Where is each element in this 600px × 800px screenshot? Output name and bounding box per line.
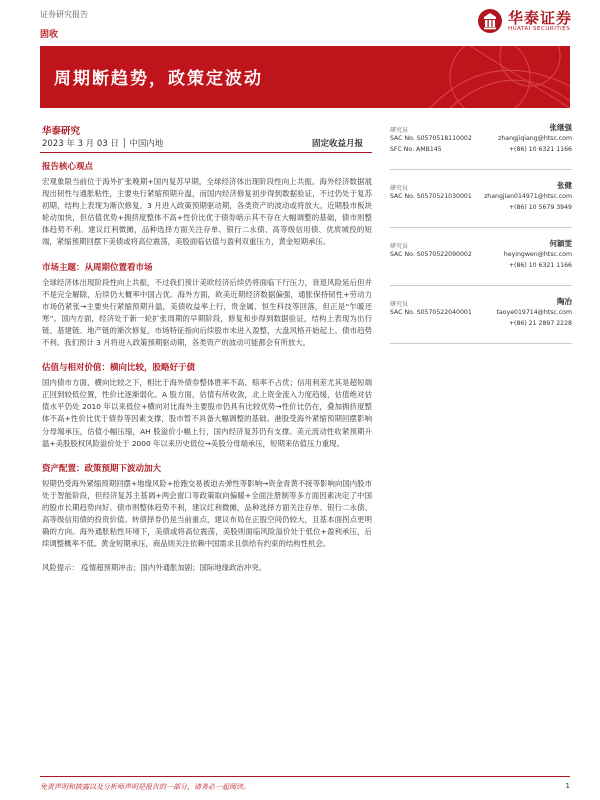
market-theme-section [42,261,372,350]
analyst-role: 研究员 [390,243,409,250]
analyst-card [390,118,572,176]
section-heading: 报告核心观点 [42,162,94,172]
analyst-phone: +(86) 21 2897 2228 [508,320,572,327]
analyst-sac-id: SAC No. S0570518110002 [390,135,472,142]
analyst-card [390,234,572,292]
analyst-sfc-id: SFC No. AMB145 [390,146,442,153]
header-divider [40,152,372,153]
banner-watermark-icon [370,46,570,108]
analyst-row [390,135,572,142]
section-heading: 资产配置：政策预期下波动加大 [42,463,162,474]
analyst-card [390,176,572,234]
analyst-sac-id: SAC No. S0570522040001 [390,309,472,316]
analyst-row [390,146,572,153]
section-heading: 估值与相对价值：横向比较，股略好于债 [42,363,196,374]
core-views-section [42,160,372,249]
report-title: 周期断趋势，政策定波动 [54,69,263,89]
section-paragraph: 宏观象限当前位于海外扩张晚期+国内复苏早期，全球经济体出现阶段性向上共振。海外经济数据展现出韧性与通胀粘性，主要央行紧缩预期升温，而国内经济修复初步得到数据验证，不过仍处于复苏初期，结构上表现为渐次修复。3 月进入政策预期驱动期，各类资产的波动或将放大。近期股市板块轮动加快，但估值优势+拥挤度整体不高+性价比优于债券暗示其不存在大幅调整的基础，债市则整体趋势不利。建议红利微摊，品种选择方面关注存单、银行二永债、高等级信用债、优质城投的短端，紧缩预期回摆下美债或将高位震荡，美股面临估值与盈利双重压力，黄金短期承压。 [42,177,372,247]
risk-warning: 风险提示： 疫情超预期冲击；国内外通胀加剧；国际地缘政治冲突。 [42,563,267,573]
section-tag: 固收 [40,30,59,40]
analyst-name: 张继强 [549,123,572,132]
logo-name-cn: 华泰证券 [507,9,572,27]
report-category-label: 证券研究报告 [40,10,88,19]
title-banner [40,46,570,108]
analyst-card [390,292,572,350]
section-heading: 市场主题：从周期位置看市场 [42,262,153,273]
huatai-logo [477,8,572,34]
analyst-panel [390,118,572,350]
page-number: 1 [565,782,570,790]
analyst-row [390,193,572,200]
analyst-email[interactable]: zhangjian014971@htsc.com [484,193,572,200]
footer-divider [40,776,570,777]
analyst-sac-id: SAC No. S0570522090002 [390,251,472,258]
org-name: 华泰研究 [42,126,81,137]
disclaimer-note: 免责声明和披露以及分析师声明是报告的一部分，请务必一起阅读。 [40,783,250,791]
logo-mark-icon [477,8,503,34]
date-region: 2023 年 3 月 03 日 │ 中国内地 [42,139,164,149]
asset-allocation-section [42,462,372,551]
analyst-role: 研究员 [390,185,409,192]
analyst-row [390,309,572,316]
section-paragraph: 短期仍受海外紧缩预期回摆+地缘风险+抢跑交易被迫去弹性等影响→资金青黄不接等影响向国内股市处于智能阶段，但经济复苏主基调+两会窗口等政策取向偏暖+全面注册制等多方面因素决定了中国的股市长期趋势向好。债市则整体趋势不利，建议红利微摊，品种选择方面关注存单、银行二永债、高等级信用债的投资价值。转债择券仍是当前重点，建议布局在正股空间仍较大，且基本面拐点更明确的方向。海外通胀粘性环境下，美债或将高位震荡，美股则面临风险溢价处于低位+盈利承压，后续调整概率不低。黄金短期承压，商品则关注依赖中国需求且供给有约束的结构性机会。 [42,478,372,549]
report-type: 固定收益月报 [312,139,364,149]
analyst-divider [390,227,572,228]
analyst-email[interactable]: heyingwen@htsc.com [503,251,572,258]
valuation-section [42,361,372,450]
analyst-sac-id: SAC No. S0570521030001 [390,193,472,200]
analyst-role: 研究员 [390,301,409,308]
analyst-divider [390,343,572,344]
report-body [42,160,372,574]
analyst-divider [390,285,572,286]
section-paragraph: 全球经济体出现阶段性向上共振，不过我们预计美欧经济后续仍将面临下行压力，衰退风险延后但并不是完全解除，后续仍大概率中国占优。海外方面，欧美近期经济数据偏强，通胀保持韧性+劳动力市场仍紧张→主要央行紧缩预期升温，美债收益率上行，贵金属、恒生科技等回落，但正是“乍暖还寒”。国内方面，经济处于新一轮扩张周期的早期阶段，修复和步得到数据验证，结构上表现为出行链、基建链、地产链的渐次修复，市场特征指向后续股市未进入盈整，大盘风格开始起上、债市趋势不利。我们预计 3 月将进入政策预期驱动期，各类资产的波动可能都会有所放大。 [42,277,372,348]
analyst-phone: +(86) 10 6321 1166 [508,146,572,153]
logo-name-en: HUATAI SECURITIES [507,26,571,32]
analyst-role: 研究员 [390,127,409,134]
analyst-phone: +(86) 10 6321 1166 [508,262,572,269]
analyst-name: 张健 [557,181,572,190]
analyst-email[interactable]: zhangjiqiang@htsc.com [498,135,572,142]
analyst-name: 陶冶 [557,297,572,306]
analyst-email[interactable]: taoye019714@htsc.com [496,309,572,316]
section-paragraph: 国内债市方面，横向比较之下，相比于海外债券整体胜率不高、赔率不占优；信用利差尤其是超短端正回到较低位置，性价比逐渐弱化。A 股方面，估值有所收敛，北上资金流入力度趋缓，估值绝对估值水平仍处 2010 年以来低位+横向对比海外主要股市仍具有比较优势→性价比仍在，叠加拥挤度整体不高+性价比优于债券等因素支撑，股市暂不具备大幅调整的基础。港股受海外紧缩预期回摆影响分母端承压，估值小幅压缩，AH 股溢价小幅上行，国内经济复苏仍有支撑。美元流动性收紧预期升温+美股股权风险溢价处于 2000 年以来历史低位→美股分母端承压，短期来估值压力重现。 [42,378,372,448]
analyst-divider [390,169,572,170]
analyst-phone: +(86) 10 5679 3949 [508,204,572,211]
analyst-row [390,251,572,258]
analyst-name: 何颖雯 [549,239,572,248]
